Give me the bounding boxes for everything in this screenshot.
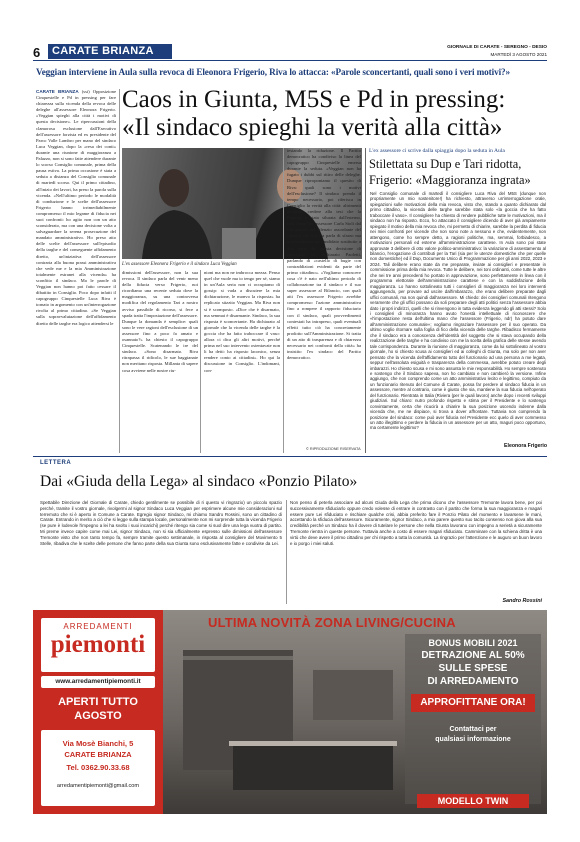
article-text-4: testando la riduzione. Il Partito democratico ha condiviso la linea del capogruppo Cinquestelle emersa durante la seduta. «Veggian non ha fugato i dubbi sul ritiro delle deleghe. Dunque riproponiamo il quesito di Riva: quali sono i motivi dell'esclusione? Il sindaco prenda il tempo necessario, poi riferisca in Consiglio la verità alla città: altrimenti dovremo credere alla tesi che la Frigerio è stata silurata dall'esterno, così come l'ex assessore Carla Sioli dal suo partito nel silenzio assordante del sindaco che ora era parla di sfarzo ma non ha ancora un candidato sostituito a due mesi da questa decisione di concerto» ha dichiarato Paoletti, parlando di «castello di bugie con contraddizioni evidenti da parte del primo cittadino». «Vogliamo conoscere cosa c'è è nato nell'ultimo periodo di collaborazione tra il sindaco e il suo super assessore al Bilancio, con quali atti l'ex assessore Frigerio avrebbe compromesso l'azione amministrativa fino a rompere il rapporto fiduciario con il sindaco, quali provvedimenti contestati ha intrapreso, quali eventuali effetti tutto ciò ha concretamente prodotto sull'Amministrazione. Si tratta di un atto di trasparenza e di chiarezza necessario nei confronti della città» ha insistito l'ex sindaco del Partito democratico. <box>287 148 361 361</box>
headline-line-2: «Il sindaco spieghi la verità alla città» <box>122 114 503 141</box>
header-rule <box>33 60 547 61</box>
section-tag-label: CARATE BRIANZA <box>52 45 154 57</box>
ad-cta-button[interactable] <box>411 694 535 712</box>
ad-bonus-line-1: BONUS MOBILI 2021 <box>428 638 518 648</box>
ad-logo-top: ARREDAMENTI <box>63 622 133 631</box>
article-column-3: nioni ma non ne imbrocca mezza. Penso quel che vuole ma io tengo per sé, siamo in un'Aula seria non ci occupiamo di gossip: si vada a discutere la mia dichiarazione, le monvo la risposta» ha replicato stizzito Veggian. Ma Riva non si è scomposto. «Dice che è disarmato, ma semmai è disarmante. Sindaco, la sua risposta è sconcertante. Ha dichiarato al giornale che la vicenda delle targhe è la goccia che ha fatto traboccare il vaso: allora ci dica gli altri motivi, perché prima nel suo intervento ostentavate non li ha detti: ha risposto laconico, senza rendere conto ai cittadini». Ho qui la discussione in Consiglio. L'indomani, con- <box>204 270 280 373</box>
ad-banner: ULTIMA NOVITÀ ZONA LIVING/CUCINA <box>208 615 456 630</box>
column-separator <box>283 148 284 453</box>
advertisement[interactable] <box>33 610 547 814</box>
letter-section-label: LETTERA <box>40 460 72 466</box>
ad-website[interactable] <box>41 676 155 688</box>
ad-address-line-1: Via Mosè Bianchi, 5 <box>62 739 134 748</box>
letter-headline: Dai «Giuda della Lega» al sindaco «Ponzio Pilato» <box>40 473 358 490</box>
side-signature: Eleonora Frigerio <box>504 443 547 449</box>
letter-column-2: Non penso di peterla associare ad alcuni Giuda della Lega che prima dicono che l'assessore Tremonte lavora bene, per poi successivamente sfiduciarlo oppure credo volesse di entrare in contrasto con il partito che forma la sua maggioranza e magari essere pure Lei sfiduciato e rischiare qualche crisi, abbia preferito fare il Ponzio Pilato del momento e lavarsene le mani, accettando la sfiducia dell'assessore. Sicuramente, signor Sindaco, a mio parere questo suo tacito consenso non giova alla sua credibilità perché un Sindaco ha il dovere di tutelare le persone che nella Giunta lavorano con impegno a serietà a sicuramente Tremonte rientra in queste persone. Tuttavia anche a costo di essere magari sfiduciato. Camminare con la schiena dritta è una virtù che deve avere il primo cittadino per chi rispetto a tutta la comunità. La ringrazio per l'attenzione e le auguro un buon lavoro e io porgo i miei saluti. <box>290 500 542 546</box>
column-separator <box>200 270 201 453</box>
ad-left-panel <box>33 610 163 814</box>
ad-bonus-line-3: SULLE SPESE <box>438 663 508 674</box>
ad-cta-label: APPROFITTANE ORA! <box>420 697 526 708</box>
side-kicker: L'ex assessore ci scrive dalla spiaggia dopo la seduta in Aula <box>369 148 505 154</box>
ad-bonus-line-4: DI ARREDAMENTO <box>427 676 519 687</box>
ad-open-line-1: APERTI TUTTO <box>58 696 138 708</box>
article-column-4 <box>287 148 361 453</box>
ad-logo-box <box>41 618 155 672</box>
article-column-2: dimissioni dell'assessore, non la sua revoca. Il sindaco parla del venir meno della fiducia verso Frigerio, noi ricordiamo una recente seduta dove la maggioranza, su una controversa modifica del regolamento Tari a nostro avviso passibile di ricorso, si fece a spada tratta l'impostazione dell'assessore. Dunque la domanda è semplice: quali sono le vere ragioni dell'esclusione di un assessore fino a poco fa amato e osannato?» ha chiesto il capogruppo Cinquestelle. Scatenando le ire del sindaco. «Sono disarmato. Riva ritrapassa il ridicolo, le sue baggianate non meritano risposta. Millanta di sapere cosa avviene nelle nostre riu- <box>122 270 198 373</box>
column-separator <box>286 500 287 604</box>
ad-cabinet <box>183 656 293 660</box>
article-text-1: (ssi) Opposizione Cinquestelle e Pd in pressing per fare chiarezza sulla vicenda della revoca delle deleghe all'assessore Eleonora Frigerio. «Veggian spieghi alla città i motivi di questa decisione». Le ripercussioni della clamorosa esclusione dall'Esecutivo dell'assessore forzista ed ex presidente del Parco Valle Lambro per mano del sindaco Luca Veggian, dopo la «resa dei conti» durante una riunione di maggioranza a Palazzo, non si sono fatte attendere durante lo scorso Consiglio comunale, prima della pausa estiva. La prima occasione è stata a seduta a distanza del Consiglio comunale di martedì scorso. Qui il primo cittadino, all'inizio dei lavori, ha preso la parola sulla vicenda. «Nell'ultimo periodo le modalità di conduzione e le scelte dell'assessore Frigerio hanno irrimediabilmente compromesso il mio legame di fiducia nei suoi confronti: ho agito non con un atto sconsiderato, ma con una decisione volta a salvaguardare la serena prosecuzione del mandato amministrativo. Ho preso atto delle scelte dell'assessore sull'episodio della targhe e del conseguente affidamento diretto, un'iniziativa dell'assessore contraria alla buona prassi amministrativa che vede me e la mia Amministrazione totalmente estranei alla vicenda» ha sconfitto il sindaco. Ma le parole di Veggian non hanno poi fatto cessare il dibattito in Consiglio. Poco dopo infatti il capogruppo Cinquestelle Luca Riva è tornato in argomento con un'interrogazione rivolta al primo cittadino. «Se Veggian sulla sopravvalutazione dell'affidamento diretto delle targhe era logico attendersi le <box>36 89 116 326</box>
ad-address-box <box>41 730 155 806</box>
ad-open-line-2: AGOSTO <box>74 710 122 722</box>
ad-contact-line-2: qualsiasi informazione <box>435 736 511 743</box>
ad-model-badge <box>417 794 529 808</box>
ad-model-label: MODELLO TWIN <box>437 796 509 806</box>
ad-bonus-line-2: DETRAZIONE AL 50% <box>421 650 525 661</box>
ad-logo-main: piemonti <box>50 631 146 658</box>
section-tag <box>48 44 172 59</box>
column-separator <box>365 148 366 453</box>
ad-phone[interactable]: Tel. 0362.90.33.68 <box>66 763 130 772</box>
letter-rule <box>33 456 547 457</box>
ad-shelf <box>313 670 393 720</box>
letter-column-1: Spettabile Direzione del Giornale di Carate, chiedo gentilmente se possibile di ri questo vi ringrazio) un piccolo spazio perché, tramite il vostro giornale, rivolgermi al signor Sindaco Luca Veggian per esprimere alcune mie considerazioni sul terremoto che si è aperto in Comune a Carate. Egregio signor Sindaco, mi chiamo Sandro Rossini, sono un cittadino di Carate. Entrando in merito a ciò che si legge sulla stampa locale, personalmente non mi sorprende tutta la vicenda Frigerio (se pure è lodevole l'impegno a lei ha svolto i suoi incarichi) perché ritengo sia come si suol dire una lega vuotra di partito. Mi preme invece capire come mai Lei, signor Sindaco, non si sia ufficialmente espresso sulle dimissioni dell'assessore Tremonte visto che non tanto tempo fa, sempre tramite questo settimanale, in risposta al consigliere del Movimento 5 Stelle, ribadiva che le scelte delle persone che fanno parte della sua Giunta sono esclusivamente fatte e condivise da Lei. <box>40 500 282 546</box>
ad-island <box>233 745 393 790</box>
lead-label: CARATE BRIANZA <box>36 89 79 94</box>
issue-date: MARTEDÌ 3 AGOSTO 2021 <box>490 52 547 57</box>
column-separator <box>119 89 120 453</box>
side-headline-line-2: Frigerio: «Maggioranza ingrata» <box>369 173 531 187</box>
ad-website-label: www.arredamentipiemonti.it <box>55 678 141 685</box>
side-article-body: Nel Consiglio comunale di martedì il consigliere Luca Riva del M5S (dunque non propriamente un mio sostenitore!) ha richiesto, attraverso un'interrogazione orale, spiegazioni sulle motivazioni della mia revoca, visto che, stando a quanto dichiarato dal primo cittadino, la vicenda delle targhe sarebbe stata solo «la goccia che ha fatto traboccare il vaso». Il consigliere ha chiesto di rendere pubbliche tutte le motivazioni, ma il sindaco non ha risposto. Ecco, ho attaccato il consigliere dicendo di aver già ampiamente spiegato il motivo della mia revoca che, mi permetto di chiarire, sarebbe la perdita di fiducia nei miei confronti per vicende che non sono note a nessuno e che, evidentemente, non attengono, come ho sempre detto, a ragioni politiche, ma, semmai, forbiadesco, a motivazioni personali ed esterne all'amministrazione carattese. In Aula sono poi state approvate 3 delibere di otto valore politico-amministrativo: la variazione di assestamento al bilancio, l'erogazione di contributi per la Tari (sia per le utenze domestiche che per quelle non domestiche) ed il Dup, Documento Unico di Programmazione per gli anni 2022, 2023 e 2024. Tali delibere erano state da me preparate, inviate ai consiglieri e presentate in commissione prima della mia revoca. Tutte le delibere, nei toni ordinanti, come tutte le altre che nei tre anni precedenti ho portato in approvazione, sono perfettamente in linea con il programma elettorale dell'amministrazione carattese e con la soddisfazione della maggioranza. Lo hanno sottolineato tutti i consiglieri di maggioranza nei loro interventi aggiungendo, per provare ad uscire dall'imbarazzo, che erano delibere preparate dagli uffici comunali, ma non quindi dall'assessore. Mi chiedo: dei consiglieri comunali ritengono veramente che gli uffici possano da soli preparare degli atti politici senza l'assessore abbia dato i propri indirizzi, quelli che si rinvengono in tutta evidenza leggendo gli atti stessi? Solo i consiglieri di minoranza hanno avuto l'onestà intellettuale di riconoscere che «l'impostazione resta dell'ultima mano che l'assessore (Frigerio, ndr) ha potuto dare all'amministrazione comunale»; vogliamo ringraziare l'assessore per il suo operato. Da ultimo voglio ritornare sulla foglia di fico della vicenda delle targhe. Ribadisco fermamente che il sindaco era a conoscenza dell'identità del soggetto che si stava occupando della realizzazione delle targhe e ha condiviso con me la scelta della grafica delle stesse avendo tale corrispondenza. Durante la riunione di maggioranza, come da lui sottolineato al vostro giornale, ho si chiesto scusa ai consiglieri ed ai colleghi di Giunta, ma solo per non aver pensato che la vicenda dell'affidamento tutto del funzionario ad una persona a me legata, seppur nell'assoluta esiguità e trasparenza della commessa, avrebbe potuto creare degli imbarazzi. Ho chiesto scusa e mi sono assunta le mie responsabilità. Ho sempre sostenuto e sostengo che il Sindaco sapeva, non ho cambiato e non cambierò la versione. Infine aggiungo, che non comprendo come un atto amministrativo lecito e legittimo, compiuto da un funzionario ritenuto del Comune di Carate, possa far perdere al sindaco fiducia in un assessore, mentre al contrario, come è giusto che sia, mantiene la sua fiducia nell'operato del funzionario. Rientrata in Italia (Riviera (per le quali lavoro) anche dopo i recenti sviluppi giudiziari. Sul chiaro: nutro profondo rispetto e stima per il Presidente e lo sostengo convintamente, certa che ricucirà a chiarire la sua posizione uscendo indenne dalla vicenda che, me ne dispiace, si trova a dover affrontare. Tuttavia non comprendo la posizione del sindaco: come può aver fiducia nel Presidente ecc quelo di aver commesso un atto illegittimo e perdere la fiducia in un assessore per un atto, maguri poco opportuno, ma certamente legittimo? <box>370 191 546 431</box>
headline-line-1: Caos in Giunta, M5S e Pd in pressing: <box>122 86 506 113</box>
ad-island-top <box>229 741 397 746</box>
letter-signature: Sandro Rossini <box>502 598 542 604</box>
photo-caption: L'ex assessore Eleonora Frigerio e il sindaco Luca Veggian <box>122 262 237 267</box>
side-headline-line-1: Stilettata su Dup e Tari ridotta, <box>369 157 522 171</box>
newspaper-name: GIORNALE DI CARATE - SEREGNO - DESIO <box>447 45 547 50</box>
kicker: Veggian interviene in Aula sulla revoca di Eleonora Frigerio, Riva lo attacca: «Parole sconcertanti, quali sono i veri motivi?» <box>36 67 511 77</box>
ad-bonus-panel <box>405 634 541 804</box>
page-number: 6 <box>33 45 41 60</box>
copyright-note: © RIPRODUZIONE RISERVATA <box>306 447 361 451</box>
ad-contact-line-1: Contattaci per <box>449 726 497 733</box>
article-column-1 <box>36 89 116 453</box>
ad-address-line-2: CARATE BRIANZA <box>64 750 132 759</box>
ad-email[interactable]: arredamentipiemonti@gmail.com <box>56 783 140 789</box>
